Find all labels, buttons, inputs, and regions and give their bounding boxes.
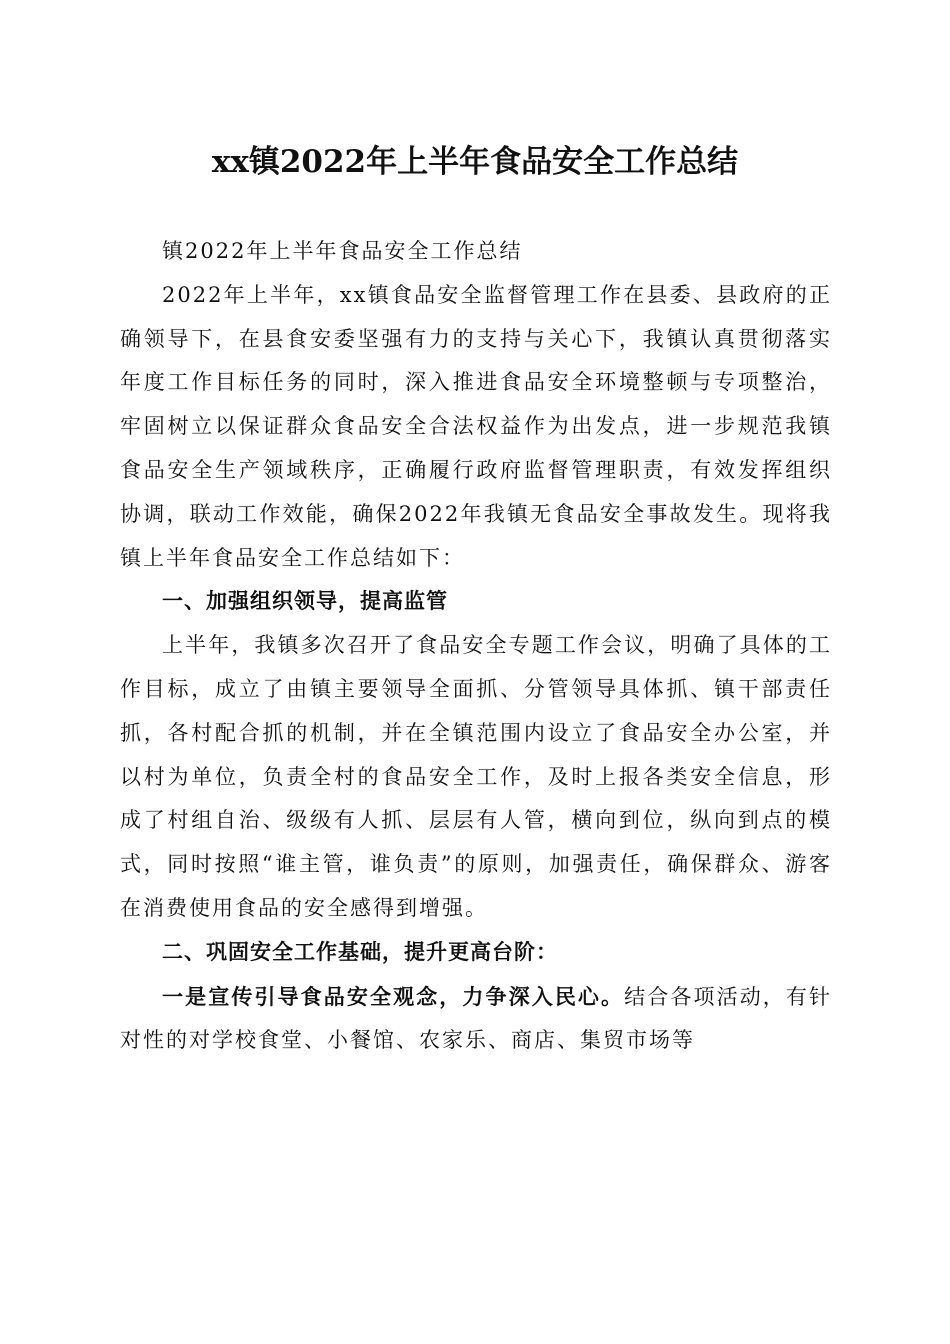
- document-body: [120, 230, 832, 1063]
- section-1-heading: 一、加强组织领导，提高监管: [162, 589, 448, 614]
- section-2-item-1-paragraph: [120, 975, 832, 1064]
- section-2-item-1-lead: 一是宣传引导食品安全观念，力争深入民心。: [162, 983, 625, 1009]
- section-2-item-1-body: 结合各项活动，有针对性的对学校食堂、小餐馆、农家乐、商店、集贸市场等: [120, 984, 833, 1053]
- document-title: xx镇2022年上半年食品安全工作总结: [211, 144, 739, 180]
- subtitle-paragraph: 镇2022年上半年食品安全工作总结: [162, 239, 523, 263]
- section-2-heading: 二、巩固安全工作基础，提升更高台阶：: [162, 939, 558, 964]
- section-1-paragraph: 上半年，我镇多次召开了食品安全专题工作会议，明确了具体的工作目标，成立了由镇主要领导全面抓、分管领导具体抓、镇干部责任抓，各村配合抓的机制，并在全镇范围内设立了食品安全办公室，并以村为单位，负责全村的食品安全工作，及时上报各类安全信息，形成了村组自治、级级有人抓、层层有人管，横向到位，纵向到点的模式，同时按照“谁主管，谁负责”的原则，加强责任，确保群众、游客在消费使用食品的安全感得到增强。: [120, 633, 832, 920]
- intro-paragraph: 2022年上半年，xx镇食品安全监督管理工作在县委、县政府的正确领导下，在县食安委坚强有力的支持与关心下，我镇认真贯彻落实年度工作目标任务的同时，深入推进食品安全环境整顿与专项整治，牢固树立以保证群众食品安全合法权益作为出发点，进一步规范我镇食品安全生产领域秩序，正确履行政府监督管理职责，有效发挥组织协调，联动工作效能，确保2022年我镇无食品安全事故发生。现将我镇上半年食品安全工作总结如下：: [120, 282, 832, 570]
